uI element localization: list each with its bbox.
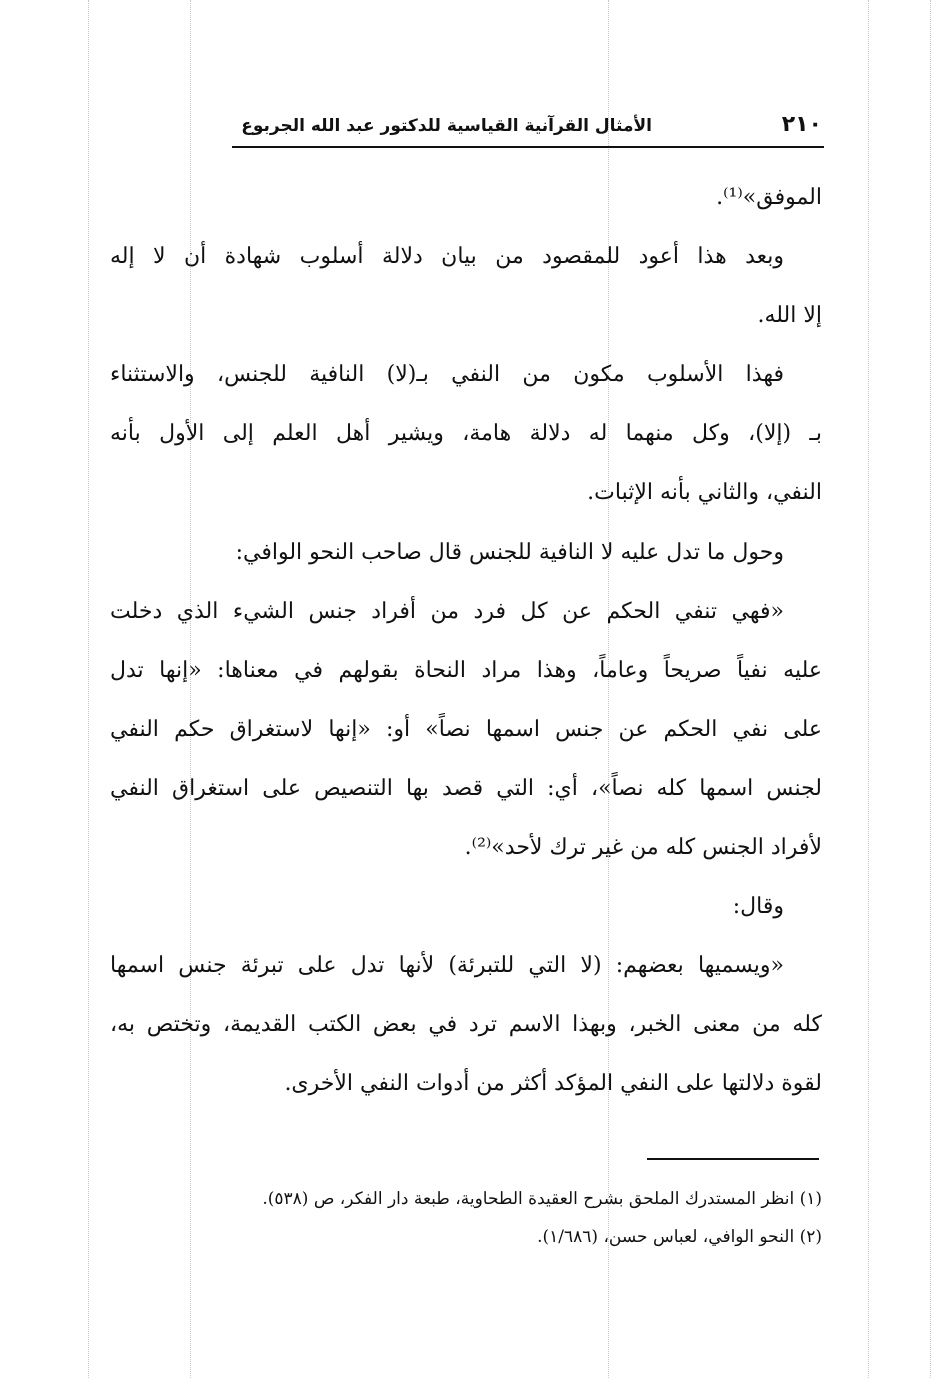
footnotes <box>150 1180 822 1256</box>
page-number: ٢١٠ <box>781 112 822 137</box>
page-header <box>241 110 822 144</box>
text-line: فهذا الأسلوب مكون من النفي بـ(لا) النافية للجنس، والاستثناء <box>110 362 784 388</box>
text-line: النفي، والثاني بأنه الإثبات. <box>587 480 822 506</box>
footnote-rule <box>647 1158 819 1160</box>
text-line: لقوة دلالتها على النفي المؤكد أكثر من أدوات النفي الأخرى. <box>284 1071 822 1097</box>
text-line: عليه نفياً صريحاً وعاماً، وهذا مراد النحاة بقولهم في معناها: «إنها تدل <box>110 657 822 683</box>
text-line: «فهي تنفي الحكم عن كل فرد من أفراد جنس الشيء الذي دخلت <box>110 598 784 624</box>
text-line: وبعد هذا أعود للمقصود من بيان دلالة أسلوب شهادة أن لا إله <box>110 244 784 270</box>
body-text <box>110 168 822 1114</box>
text-line: «ويسميها بعضهم: (لا التي للتبرئة) لأنها تدل على تبرئة جنس اسمها <box>110 953 784 979</box>
text-line: الموفق»⁽¹⁾. <box>716 185 822 210</box>
footnote: (١) انظر المستدرك الملحق بشرح العقيدة الطحاوية، طبعة دار الفكر، ص (٥٣٨). <box>262 1189 822 1209</box>
scan-guide-line <box>868 0 869 1378</box>
text-line: بـ (إلا)، وكل منهما له دلالة هامة، ويشير أهل العلم إلى الأول بأنه <box>110 421 822 447</box>
footnote: (٢) النحو الوافي، لعباس حسن، (١/٦٨٦). <box>537 1227 822 1247</box>
header-rule <box>232 146 824 148</box>
text-line: كله من معنى الخبر، وبهذا الاسم ترد في بعض الكتب القديمة، وتختص به، <box>110 1012 822 1038</box>
text-line: لأفراد الجنس كله من غير ترك لأحد»⁽²⁾. <box>464 835 822 861</box>
scan-guide-line <box>88 0 89 1378</box>
text-line: إلا الله. <box>757 303 822 329</box>
scan-guide-line <box>930 0 931 1378</box>
text-line: لجنس اسمها كله نصاً»، أي: التي قصد بها التنصيص على استغراق النفي <box>110 775 822 801</box>
text-line: وحول ما تدل عليه لا النافية للجنس قال صاحب النحو الوافي: <box>235 539 784 565</box>
text-line: وقال: <box>732 894 784 920</box>
text-line: على نفي الحكم عن جنس اسمها نصاً» أو: «إنها لاستغراق حكم النفي <box>110 716 822 742</box>
running-title: الأمثال القرآنية القياسية للدكتور عبد الله الجربوع <box>241 116 652 136</box>
